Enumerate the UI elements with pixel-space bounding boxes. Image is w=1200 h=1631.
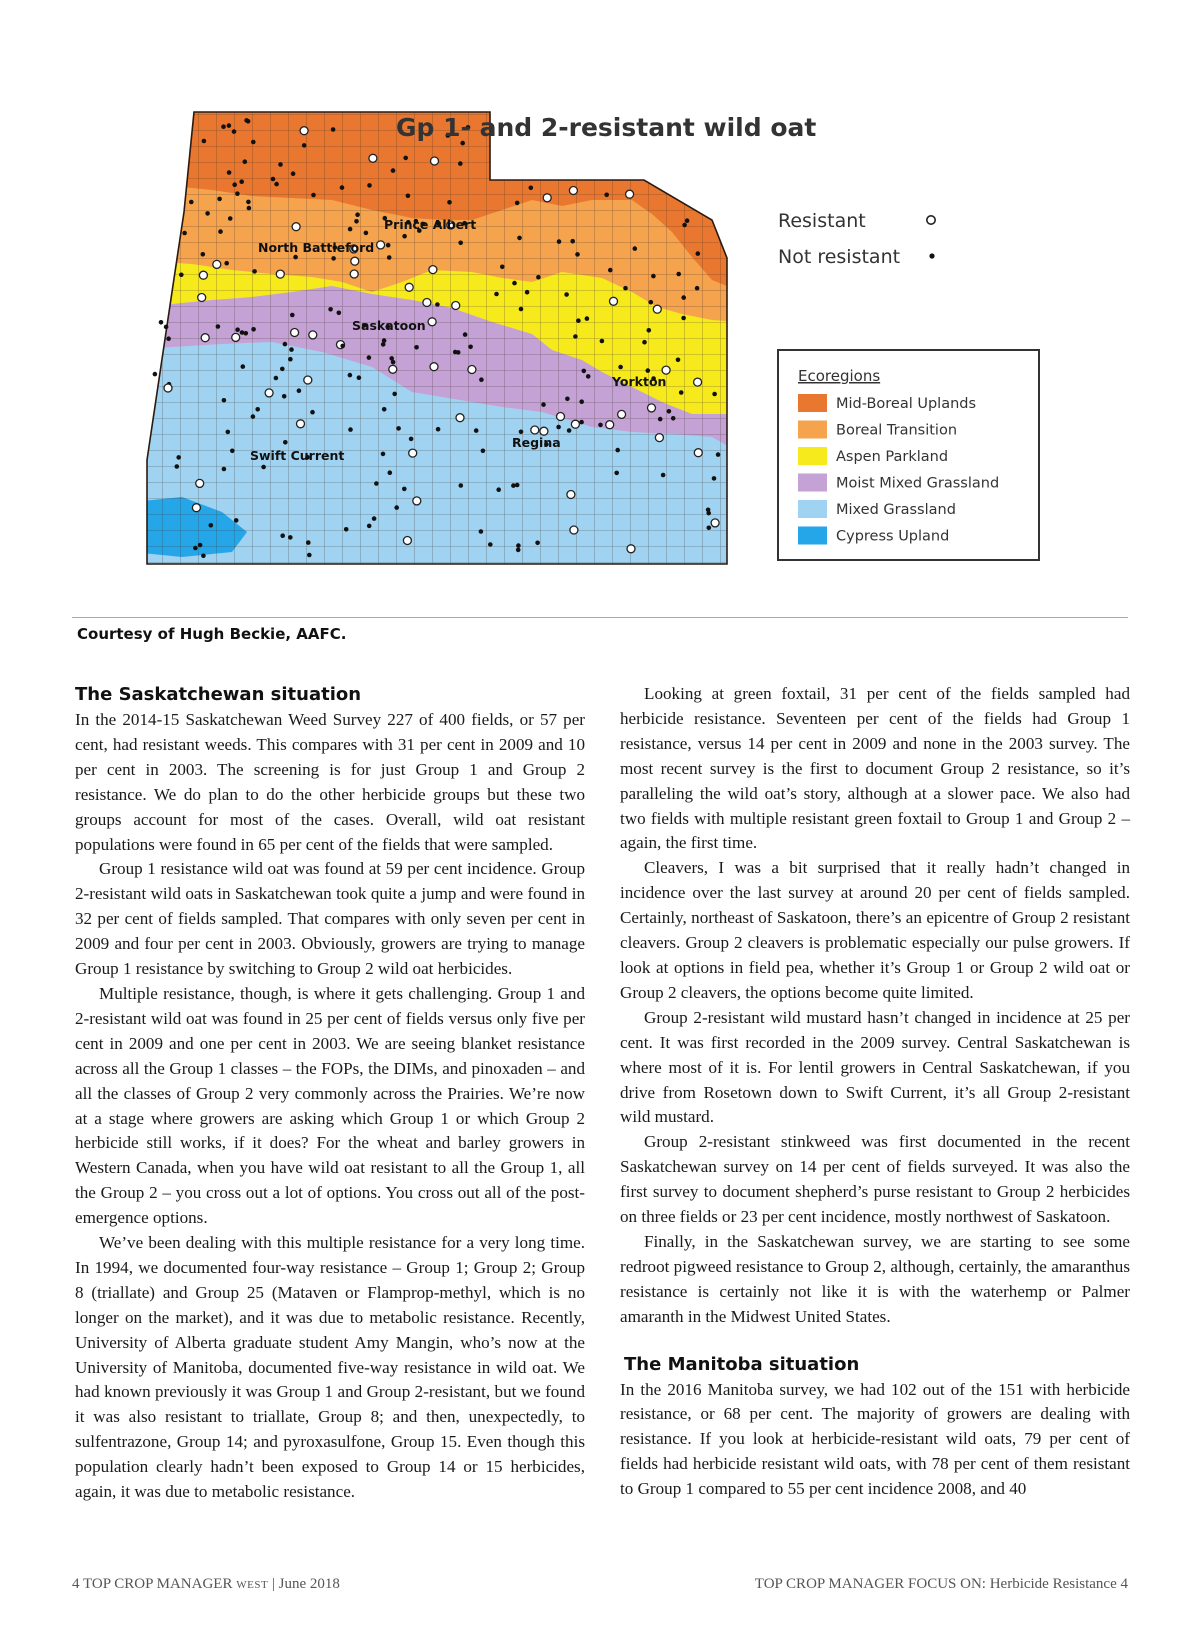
not-resistant-point (182, 231, 187, 236)
paragraph: Looking at green foxtail, 31 per cent of the fields sampled had herbicide resistance. Seventeen per cent of the fields had Group 1 resistance, versus 14 per cent in 2009 and none in the 2003 survey. The most recent survey is the first to document Group 2 resistance, so it’s paralleling the wild oat’s story, although at a slower pace. We also had two fields with multiple resistant green foxtail to Group 1 and Group 2 – again, the first time. (620, 684, 1130, 853)
not-resistant-point (153, 372, 158, 377)
not-resistant-point (226, 430, 231, 435)
not-resistant-point (706, 511, 711, 516)
resistant-point (610, 297, 618, 305)
not-resistant-point (667, 409, 672, 414)
not-resistant-point (201, 252, 206, 257)
map-figure (72, 82, 1128, 597)
not-resistant-point (166, 336, 171, 341)
resistant-point (196, 479, 204, 487)
not-resistant-point (340, 344, 345, 349)
resistant-point (405, 283, 413, 291)
not-resistant-point (289, 347, 294, 352)
not-resistant-point (459, 483, 464, 488)
resistant-point (627, 545, 635, 553)
not-resistant-point (221, 124, 226, 129)
not-resistant-point (386, 243, 391, 248)
resistant-point (304, 376, 312, 384)
heading-manitoba: The Manitoba situation (624, 1353, 860, 1375)
resistant-point (571, 420, 579, 428)
paragraph: We’ve been dealing with this multiple resistance for a very long time. In 1994, we documented four-way resistance – Group 1; Group 2; Group 8 (triallate) and Group 25 (Mataven or Flamprop-methyl, which is no longer on the market), and it was due to metabolic resistance. Recently, University of Alberta graduate student Amy Mangin, who’s now at the University of Manitoba, documented five-way resistance in wild oat. We had known previously it was Group 1 and Group 2-resistant, but we found it was also resistant to triallate, Group 8; and then, unexpectedly, to sulfentrazone, Group 14; and pyroxasulfone, Group 15. Even though this population clearly hadn’t been exposed to Group 14 or 15 herbicides, again, it was due to metabolic resistance. (75, 1233, 585, 1502)
not-resistant-point (585, 316, 590, 321)
not-resistant-point (512, 281, 517, 286)
not-resistant-point (176, 455, 181, 460)
not-resistant-point (519, 307, 524, 312)
not-resistant-point (252, 269, 257, 274)
not-resistant-point (394, 505, 399, 510)
not-resistant-point (564, 292, 569, 297)
not-resistant-point (614, 471, 619, 476)
resistant-point (351, 257, 359, 265)
not-resistant-point (600, 339, 605, 344)
footer-page-number-right: 4 (1120, 1576, 1128, 1592)
not-resistant-point (573, 334, 578, 339)
not-resistant-point (222, 398, 227, 403)
resistant-point (618, 410, 626, 418)
not-resistant-point (633, 246, 638, 251)
not-resistant-point (159, 320, 164, 325)
legend-resistant-label: Resistant (778, 210, 866, 232)
not-resistant-point (681, 316, 686, 321)
not-resistant-point (695, 286, 700, 291)
city-yorkton: Yorkton (612, 374, 667, 389)
not-resistant-point (193, 546, 198, 551)
ecoregion-label: Aspen Parkland (836, 449, 949, 465)
not-resistant-point (382, 407, 387, 412)
heading-saskatchewan: The Saskatchewan situation (75, 684, 362, 705)
not-resistant-point (179, 273, 184, 278)
paragraph: Multiple resistance, though, is where it gets challenging. Group 1 and 2-resistant wild oat was found in 25 per cent of fields versus only five per cent in 2009 and one per cent in 2003. We are seeing blanket resistance across all the Group 1 classes – the FOPs, the DIMs, and pinoxaden – and all the classes of Group 2 very commonly across the Prairies. We’re now at a stage where growers are asking which Group 1 or which Group 2 herbicide still works, if it does? For the wheat and barley growers in Western Canada, when you have wild oat resistant to all the Group 1, all the Group 2 – you cross out a lot of options. You cross out all of the post-emergence options. (75, 983, 585, 1228)
resistant-point (557, 413, 565, 421)
paragraph: Group 2-resistant wild mustard hasn’t changed in incidence at 25 per cent. It was first recorded in the 2009 survey. Central Saskatchewan is where most of it is. For lentil growers in Central Saskatchewan, if you drive from Rosetown down to Swift Current, it’s all Group 2-resistant wild mustard. (620, 1007, 1130, 1127)
ecoregion-swatch (798, 500, 827, 518)
not-resistant-point (280, 533, 285, 538)
not-resistant-point (679, 390, 684, 395)
not-resistant-point (293, 255, 298, 260)
not-resistant-point (243, 159, 248, 164)
resistant-point (192, 504, 200, 512)
not-resistant-point (402, 234, 407, 239)
map-title: Gp 1- and 2-resistant wild oat (396, 113, 817, 142)
paragraph: Finally, in the Saskatchewan survey, we are starting to see some redroot pigweed resistance to Group 2, although, certainly, the amaranthus resistance is certainly not like it is with the waterhemp or Palmer amaranth in the Midwest United States. (620, 1231, 1130, 1326)
open-circle-icon (927, 216, 935, 224)
resistant-point (653, 305, 661, 313)
not-resistant-point (290, 313, 295, 318)
not-resistant-point (387, 255, 392, 260)
resistant-point (606, 421, 614, 429)
not-resistant-point (246, 200, 251, 205)
not-resistant-point (291, 171, 296, 176)
not-resistant-point (519, 430, 524, 435)
not-resistant-point (388, 470, 393, 475)
ecoregion-label: Moist Mixed Grassland (836, 475, 1000, 492)
not-resistant-point (288, 535, 293, 540)
ecoregion-swatch (798, 421, 827, 439)
not-resistant-point (402, 487, 407, 492)
resistant-point (413, 497, 421, 505)
not-resistant-point (671, 416, 676, 421)
not-resistant-point (246, 119, 251, 124)
not-resistant-point (331, 256, 336, 261)
resistance-legend (778, 210, 935, 268)
not-resistant-point (202, 139, 207, 144)
not-resistant-point (328, 307, 333, 312)
resistant-point (309, 331, 317, 339)
not-resistant-point (217, 197, 222, 202)
not-resistant-point (403, 156, 408, 161)
resistant-point (300, 127, 308, 135)
resistant-point (570, 526, 578, 534)
not-resistant-point (228, 216, 233, 221)
not-resistant-point (247, 206, 252, 211)
resistant-point (430, 363, 438, 371)
not-resistant-point (240, 330, 245, 335)
not-resistant-point (222, 467, 227, 472)
paragraph: Cleavers, I was a bit surprised that it really hadn’t changed in incidence over the last survey at around 20 per cent of fields sampled. Certainly, northeast of Saskatoon, there’s an epicentre of Group 2 resistant cleavers. Group 2 cleavers is problematic especially our pulse growers. If look at options in field pea, whether it’s Group 1 or Group 2 wild oat or Group 2 cleavers, the options become quite limited. (620, 858, 1130, 1002)
not-resistant-point (458, 241, 463, 246)
not-resistant-point (310, 410, 315, 415)
not-resistant-point (525, 290, 530, 295)
not-resistant-point (367, 355, 372, 360)
not-resistant-point (354, 219, 359, 224)
not-resistant-point (579, 399, 584, 404)
not-resistant-point (488, 542, 493, 547)
not-resistant-point (586, 374, 591, 379)
not-resistant-point (372, 516, 377, 521)
resistant-point (567, 491, 575, 499)
resistant-point (409, 449, 417, 457)
not-resistant-point (414, 345, 419, 350)
resistant-point (431, 157, 439, 165)
resistant-point (377, 241, 385, 249)
not-resistant-point (515, 201, 520, 206)
not-resistant-point (337, 311, 342, 316)
not-resistant-point (396, 426, 401, 431)
not-resistant-point (535, 541, 540, 546)
not-resistant-point (494, 292, 499, 297)
not-resistant-point (227, 170, 232, 175)
ecoregions-title: Ecoregions (798, 367, 881, 385)
paragraph: Group 1 resistance wild oat was found at 59 per cent incidence. Group 2-resistant wild oats in Saskatchewan took quite a jump and were found in 32 per cent of fields sampled. That compares with only seven per cent in 2009 and four per cent in 2003. Obviously, growers are trying to manage Group 1 resistance by switching to Group 2 wild oat herbicides. (75, 859, 585, 979)
not-resistant-point (261, 465, 266, 470)
not-resistant-point (651, 274, 656, 279)
not-resistant-point (278, 162, 283, 167)
not-resistant-point (230, 449, 235, 454)
not-resistant-point (516, 543, 521, 548)
not-resistant-point (406, 194, 411, 199)
ecoregion-label: Mid-Boreal Uplands (836, 396, 977, 412)
not-resistant-point (712, 392, 717, 397)
not-resistant-point (205, 211, 210, 216)
ecoregion-label: Cypress Upland (836, 528, 950, 545)
not-resistant-point (681, 295, 686, 300)
not-resistant-point (232, 182, 237, 187)
footer-right (755, 1576, 1128, 1593)
not-resistant-point (682, 223, 687, 228)
not-resistant-point (175, 464, 180, 469)
not-resistant-point (331, 127, 336, 132)
not-resistant-point (517, 236, 522, 241)
resistant-point (452, 302, 460, 310)
ecoregion-label: Boreal Transition (836, 422, 958, 439)
paragraph: In the 2014-15 Saskatchewan Weed Survey 227 of 400 fields, or 57 per cent, had resistant weeds. This compares with 31 per cent in 2009 and 10 per cent in 2003. The screening is for just Group 1 and Group 2 resistance. We do plan to do the other herbicide groups but these two groups account for most of the cases. Overall, wild oat resistant populations were found in 65 per cent of the fields that were sampled. (75, 710, 585, 854)
paragraph: Group 2-resistant stinkweed was first documented in the recent Saskatchewan survey on 14 per cent of fields surveyed. It was also the first survey to document shepherd’s purse resistant to Group 2 herbicides on three fields or 23 per cent incidence, mostly northwest of Saskatoon. (620, 1132, 1130, 1227)
not-resistant-point (280, 367, 285, 372)
not-resistant-point (608, 268, 613, 273)
city-regina: Regina (512, 435, 561, 450)
resistant-point (201, 334, 209, 342)
city-prince-albert: Prince Albert (384, 217, 477, 232)
not-resistant-point (511, 483, 516, 488)
not-resistant-point (576, 318, 581, 323)
not-resistant-point (235, 191, 240, 196)
not-resistant-point (479, 377, 484, 382)
not-resistant-point (164, 325, 169, 330)
footer-section: TOP CROP MANAGER FOCUS ON: Herbicide Resistance (754, 1576, 1117, 1592)
not-resistant-point (364, 231, 369, 236)
not-resistant-point (251, 414, 256, 419)
resistant-point (292, 223, 300, 231)
footer-page-number: 4 (72, 1576, 80, 1592)
not-resistant-point (556, 425, 561, 430)
not-resistant-point (232, 129, 237, 134)
not-resistant-point (716, 452, 721, 457)
city-north-battleford: North Battleford (258, 240, 375, 255)
article-right-column (620, 682, 1130, 1502)
not-resistant-point (227, 123, 232, 128)
resistant-point (198, 294, 206, 302)
not-resistant-point (647, 328, 652, 333)
not-resistant-point (481, 449, 486, 454)
resistant-point (276, 270, 284, 278)
ecoregion-label: Mixed Grassland (836, 502, 956, 518)
not-resistant-point (348, 427, 353, 432)
not-resistant-point (685, 218, 690, 223)
footer-edition: WEST (236, 1579, 269, 1591)
resistant-point (540, 427, 548, 435)
not-resistant-point (348, 227, 353, 232)
not-resistant-point (458, 161, 463, 166)
map-svg (72, 82, 1128, 597)
resistant-point (232, 333, 240, 341)
not-resistant-point (436, 427, 441, 432)
ecoregion-swatch (798, 474, 827, 492)
not-resistant-point (391, 168, 396, 173)
not-resistant-point (409, 437, 414, 442)
not-resistant-point (582, 369, 587, 374)
not-resistant-point (447, 200, 452, 205)
ecoregions-legend (778, 350, 1039, 560)
footer-magazine: TOP CROP MANAGER (82, 1576, 233, 1592)
not-resistant-point (189, 200, 194, 205)
not-resistant-point (209, 523, 214, 528)
not-resistant-point (570, 239, 575, 244)
not-resistant-point (307, 553, 312, 558)
resistant-point (291, 329, 299, 337)
not-resistant-point (374, 481, 379, 486)
not-resistant-point (348, 373, 353, 378)
not-resistant-point (381, 452, 386, 457)
filled-dot-icon (929, 253, 934, 258)
not-resistant-point (565, 397, 570, 402)
not-resistant-point (234, 518, 239, 523)
not-resistant-point (340, 185, 345, 190)
resistant-point (662, 366, 670, 374)
resistant-point (531, 426, 539, 434)
not-resistant-point (646, 368, 651, 373)
not-resistant-point (302, 143, 307, 148)
not-resistant-point (382, 338, 387, 343)
not-resistant-point (274, 376, 279, 381)
not-resistant-point (598, 423, 603, 428)
not-resistant-point (288, 357, 293, 362)
not-resistant-point (707, 526, 712, 531)
resistant-point (569, 187, 577, 195)
footer-date: | June 2018 (271, 1576, 340, 1592)
paragraph: In the 2016 Manitoba survey, we had 102 out of the 151 with herbicide resistance, or 68 per cent. The majority of growers are dealing with resistance. If you look at herbicide-resistant wild oats, 79 per cent of fields had herbicide resistant wild oats, with 78 per cent of them resistant to Group 1 compared to 55 per cent incidence 2008, and 40 (620, 1379, 1130, 1499)
not-resistant-point (500, 265, 505, 270)
legend-not-resistant-label: Not resistant (778, 246, 901, 268)
not-resistant-point (198, 543, 203, 548)
not-resistant-point (239, 179, 244, 184)
resistant-point (297, 420, 305, 428)
not-resistant-point (661, 473, 666, 478)
not-resistant-point (271, 177, 276, 182)
resistant-point (648, 404, 656, 412)
resistant-point (199, 271, 207, 279)
city-swift-current: Swift Current (250, 448, 345, 463)
article-left-column (75, 682, 585, 1505)
ecoregion-swatch (798, 527, 827, 545)
not-resistant-point (201, 554, 206, 559)
not-resistant-point (355, 212, 360, 217)
resistant-point (626, 190, 634, 198)
not-resistant-point (216, 324, 221, 329)
not-resistant-point (541, 402, 546, 407)
city-saskatoon: Saskatoon (352, 318, 426, 333)
photo-credit: Courtesy of Hugh Beckie, AAFC. (77, 625, 347, 643)
not-resistant-point (496, 487, 501, 492)
not-resistant-point (392, 392, 397, 397)
not-resistant-point (615, 448, 620, 453)
not-resistant-point (389, 356, 394, 361)
resistant-point (369, 154, 377, 162)
not-resistant-point (658, 417, 663, 422)
resistant-point (456, 414, 464, 422)
not-resistant-point (529, 186, 534, 191)
footer-left (72, 1576, 340, 1593)
not-resistant-point (218, 229, 223, 234)
resistant-point (265, 389, 273, 397)
not-resistant-point (575, 252, 580, 257)
resistant-point (389, 365, 397, 373)
resistant-point (694, 449, 702, 457)
not-resistant-point (618, 365, 623, 370)
resistant-point (468, 366, 476, 374)
not-resistant-point (474, 428, 479, 433)
resistant-point (429, 266, 437, 274)
not-resistant-point (255, 407, 260, 412)
not-resistant-point (712, 476, 717, 481)
resistant-point (423, 299, 431, 307)
resistant-point (164, 384, 172, 392)
not-resistant-point (244, 331, 249, 336)
ecoregion-swatch (798, 394, 827, 412)
resistant-point (694, 378, 702, 386)
not-resistant-point (282, 394, 287, 399)
not-resistant-point (251, 140, 256, 145)
resistant-point (428, 318, 436, 326)
not-resistant-point (306, 540, 311, 545)
not-resistant-point (567, 428, 572, 433)
resistant-point (543, 194, 551, 202)
not-resistant-point (251, 327, 256, 332)
not-resistant-point (367, 524, 372, 529)
resistant-point (711, 519, 719, 527)
not-resistant-point (311, 193, 316, 198)
ecoregion-map (132, 102, 742, 582)
not-resistant-point (297, 388, 302, 393)
not-resistant-point (224, 261, 229, 266)
not-resistant-point (676, 358, 681, 363)
resistant-point (350, 270, 358, 278)
not-resistant-point (241, 364, 246, 369)
not-resistant-point (676, 272, 681, 277)
resistant-point (403, 537, 411, 545)
not-resistant-point (283, 342, 288, 347)
not-resistant-point (235, 327, 240, 332)
ecoregion-swatch (798, 447, 827, 465)
not-resistant-point (435, 302, 440, 307)
not-resistant-point (623, 286, 628, 291)
not-resistant-point (557, 239, 562, 244)
not-resistant-point (468, 345, 473, 350)
not-resistant-point (649, 300, 654, 305)
not-resistant-point (696, 251, 701, 256)
not-resistant-point (516, 548, 521, 553)
not-resistant-point (367, 183, 372, 188)
not-resistant-point (357, 375, 362, 380)
not-resistant-point (381, 342, 386, 347)
not-resistant-point (479, 529, 484, 534)
not-resistant-point (274, 182, 279, 187)
not-resistant-point (456, 350, 461, 355)
not-resistant-point (283, 440, 288, 445)
resistant-point (655, 434, 663, 442)
resistant-point (213, 260, 221, 268)
not-resistant-point (642, 340, 647, 345)
not-resistant-point (536, 275, 541, 280)
not-resistant-point (463, 332, 468, 337)
caption-rule (72, 617, 1128, 618)
not-resistant-point (344, 527, 349, 532)
not-resistant-point (604, 193, 609, 198)
